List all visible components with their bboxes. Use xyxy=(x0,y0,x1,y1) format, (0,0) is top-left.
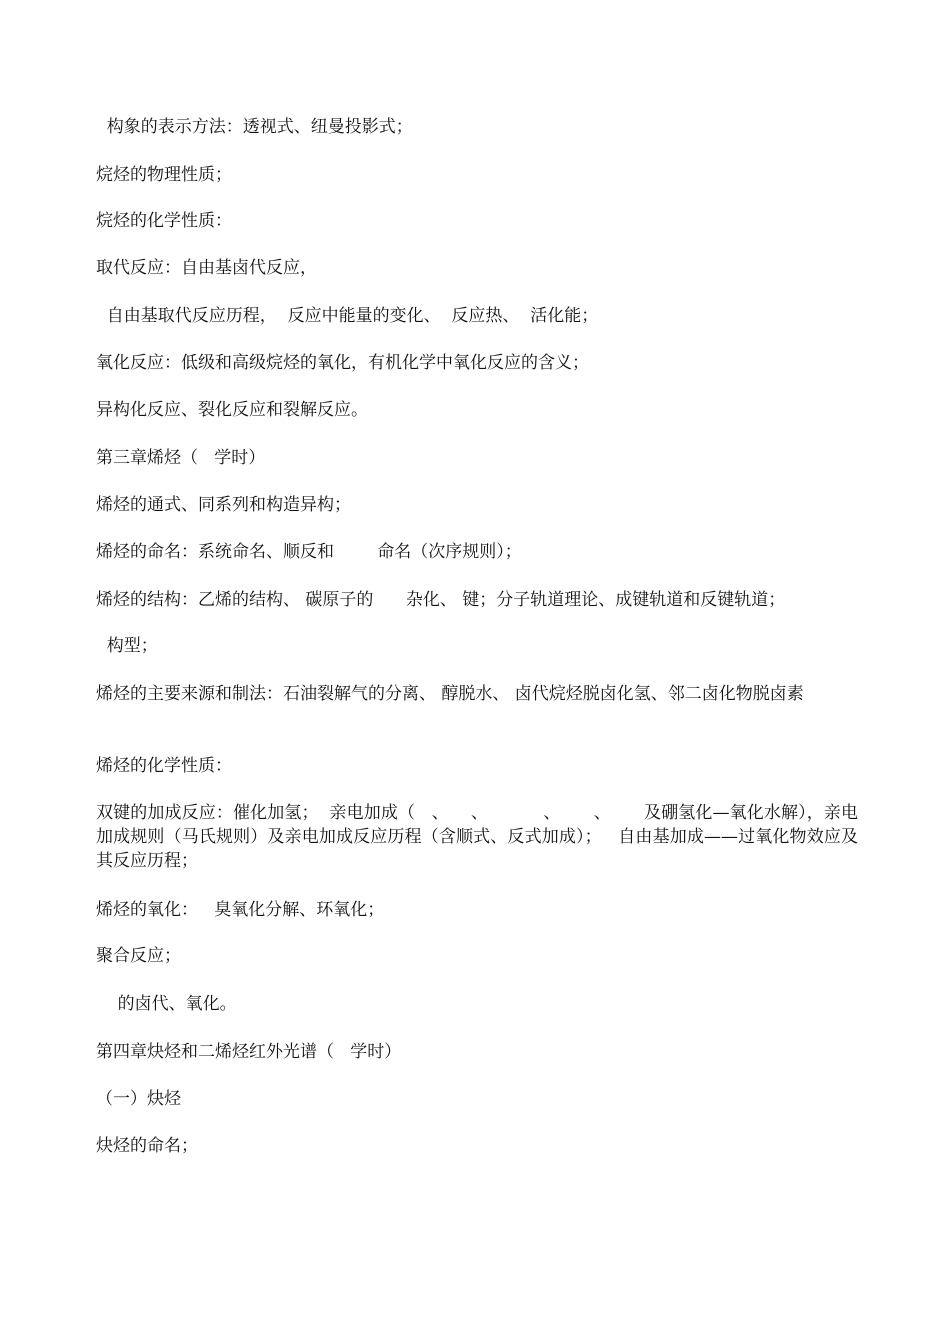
text-paragraph-addition-reactions: 双键的加成反应：催化加氢； 亲电加成（ 、 、 、 、 及硼氢化—氧化水解），亲电加成规则（马氏规则）及亲电加成反应历程（含顺式、反式加成）； 自由基加成——过氧化物效应及其反应历程； xyxy=(96,803,858,871)
text-line-alkene-structure: 烯烃的结构：乙烯的结构、 碳原子的 杂化、 键；分子轨道理论、成键轨道和反键轨道； xyxy=(96,590,786,610)
chapter-heading-alkynes-dienes: 第四章炔烃和二烯烃红外光谱（ 学时） xyxy=(96,1042,402,1062)
text-line-alkene-chemical: 烯烃的化学性质： xyxy=(96,756,232,776)
chapter-heading-alkenes: 第三章烯烃（ 学时） xyxy=(96,448,266,468)
text-line-conformation: 构象的表示方法：透视式、纽曼投影式； xyxy=(96,117,413,137)
text-line-configuration: 构型； xyxy=(96,636,158,656)
text-line-alkane-chemical: 烷烃的化学性质： xyxy=(96,211,232,231)
text-line-halogenation: 的卤代、氧化。 xyxy=(96,994,237,1014)
text-line-polymerization: 聚合反应； xyxy=(96,946,181,966)
text-line-radical-mechanism: 自由基取代反应历程， 反应中能量的变化、 反应热、 活化能； xyxy=(96,306,599,326)
text-line-alkane-physical: 烷烃的物理性质； xyxy=(96,165,232,185)
text-line-substitution: 取代反应：自由基卤代反应， xyxy=(96,258,317,278)
text-line-alkene-formula: 烯烃的通式、同系列和构造异构； xyxy=(96,495,351,515)
text-line-alkene-naming: 烯烃的命名：系统命名、顺反和 命名（次序规则）； xyxy=(96,542,522,562)
section-heading-alkynes: （一）炔烃 xyxy=(96,1089,181,1109)
text-paragraph-alkene-sources: 烯烃的主要来源和制法：石油裂解气的分离、 醇脱水、 卤代烷烃脱卤化氢、邻二卤化物脱卤素 xyxy=(96,684,804,704)
text-line-alkyne-naming: 炔烃的命名； xyxy=(96,1136,198,1156)
text-line-alkene-oxidation: 烯烃的氧化： 臭氧化分解、环氧化； xyxy=(96,900,385,920)
text-line-oxidation: 氧化反应：低级和高级烷烃的氧化，有机化学中氧化反应的含义； xyxy=(96,353,589,373)
text-line-isomerization: 异构化反应、裂化反应和裂解反应。 xyxy=(96,400,368,420)
